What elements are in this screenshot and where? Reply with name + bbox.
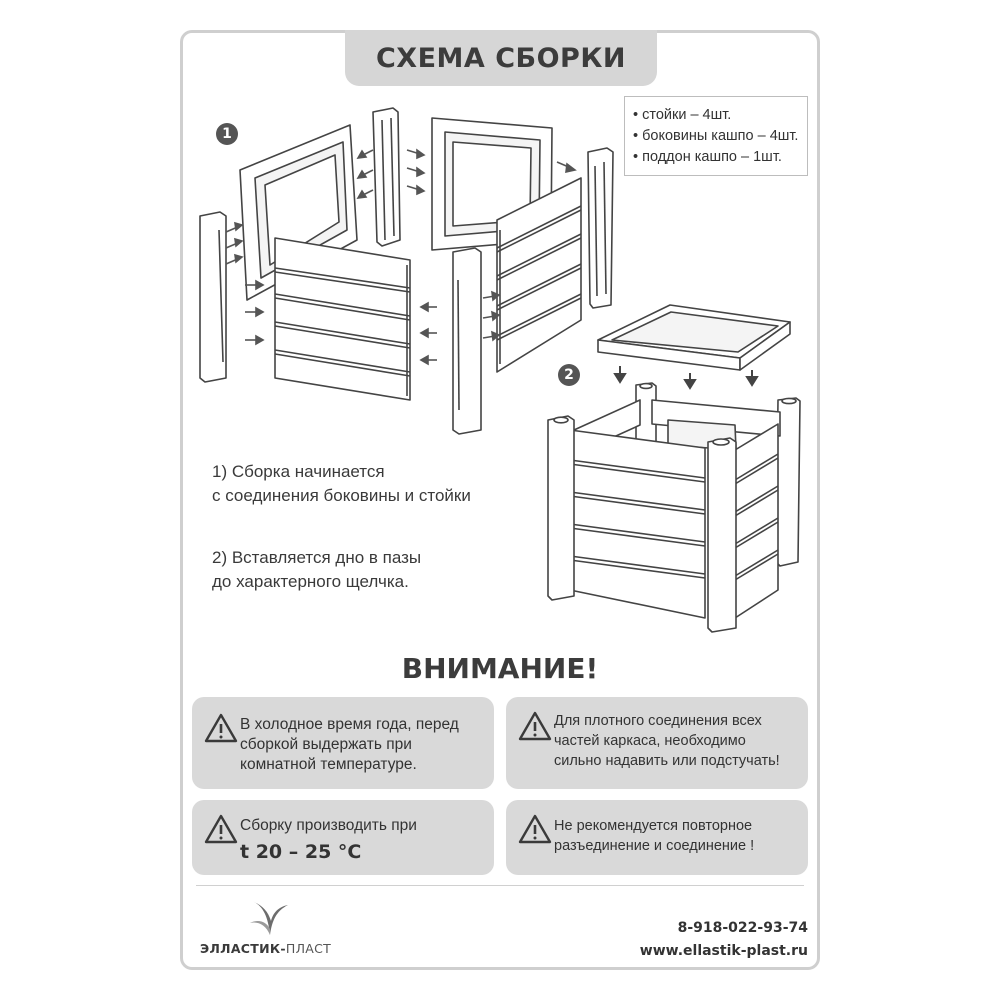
planter-tray [598,305,790,370]
brand-name-bold: ЭЛЛАСТИК- [200,941,286,956]
step-2-line-2: до характерного щелчка. [212,572,409,591]
parts-list [624,96,808,176]
side-wall-slats [735,424,778,618]
warning-text-line: частей каркаса, необходимо [554,733,746,749]
warning-card-pressure [506,697,808,789]
assembled-planter-diagram [540,300,810,640]
temperature-range: t 20 – 25 °C [240,841,362,863]
warning-card-reassembly [506,800,808,875]
warning-text-line: В холодное время года, перед [240,716,459,733]
step-1-line-1: 1) Сборка начинается [212,462,385,481]
step-2-line-1: 2) Вставляется дно в пазы [212,548,422,567]
warning-text-line: Сборку производить при [240,817,417,834]
front-middle-post [453,248,481,434]
warning-text-line: разъединение и соединение ! [554,838,755,854]
front-slatted-panel [275,238,410,400]
warning-text-line: сборкой выдержать при [240,736,412,753]
parts-item-tray: • поддон кашпо – 1шт. [633,149,782,165]
warning-text-line: сильно надавить или подстучать! [554,753,780,769]
warning-icon [204,814,238,844]
parts-item-posts: • стойки – 4шт. [633,107,732,123]
warning-card-temperature [192,800,494,875]
step-2-badge: 2 [558,364,580,386]
brand-logo-icon [246,895,294,939]
front-post-right [708,438,736,632]
front-left-post [200,212,226,382]
phone-number: 8-918-022-93-74 [677,920,808,936]
step-1-note [212,460,471,508]
step-2-note [212,546,421,594]
brand-name-light: ПЛАСТ [285,941,332,956]
arrow-group-left-frame [226,223,242,264]
warning-icon [518,814,552,844]
warning-text-line: комнатной температуре. [240,756,417,773]
step-1-badge: 1 [216,123,238,145]
parts-item-side-panels: • боковины кашпо – 4шт. [633,128,799,144]
back-middle-post [373,108,400,246]
front-wall-slats [570,430,705,618]
warning-card-cold [192,697,494,789]
warning-text-line: Не рекомендуется повторное [554,818,753,834]
warning-icon [204,713,238,743]
step-1-line-2: с соединения боковины и стойки [212,486,471,505]
arrow-group-front-panel-right [421,303,437,364]
arrow-group-middle-post-right [407,150,424,194]
front-post-left [548,416,574,600]
arrow-right-post [557,162,575,172]
attention-heading: ВНИМАНИЕ! [401,652,599,685]
page-title: СХЕМА СБОРКИ [345,30,657,86]
website-url: www.ellastik-plast.ru [639,943,808,959]
arrow-group-middle-post-left [358,150,373,198]
brand-name [200,941,331,956]
warning-icon [518,711,552,741]
back-right-post [588,148,613,308]
footer-divider [196,885,804,886]
warning-text-line: Для плотного соединения всех [554,713,762,729]
